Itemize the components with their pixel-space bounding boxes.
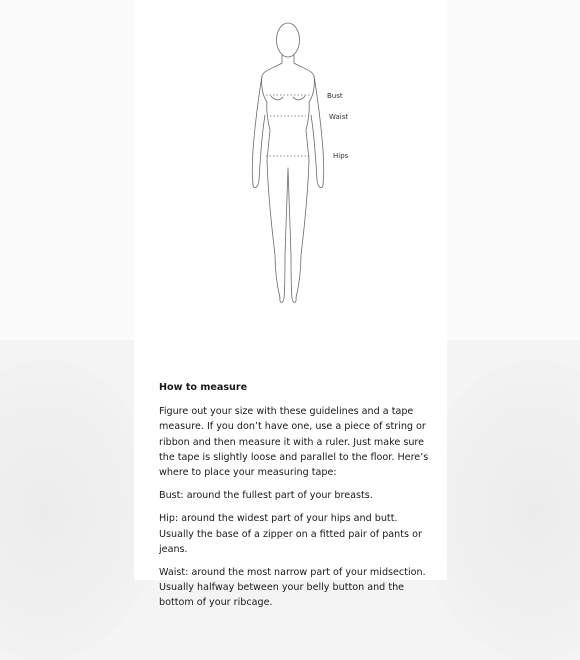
figure-head [277,23,300,57]
waist-label: Waist [329,113,349,121]
body-figure-illustration [134,0,447,360]
figure-right-inner-leg [288,168,292,298]
figure-right-side [294,63,314,298]
figure-left-side [262,63,282,298]
section-heading: How to measure [159,382,248,393]
figure-left-foot [280,298,284,303]
figure-bust-left-curve [271,96,283,100]
body-outline-figure [134,0,447,360]
measurement-guide-card [134,0,447,609]
figure-left-inner-leg [284,168,288,298]
bust-instruction: Bust: around the fullest part of your breasts. [159,490,373,502]
how-to-measure-section [159,380,434,619]
intro-paragraph: Figure out your size with these guidelines and a tape measure. If you don’t have one, use a piece of string or ribbon and then measure it with a ruler. Just make sure the tape is slightly loose and parallel to the floor. Here’s where to place your measuring tape: [159,406,429,479]
hips-label: Hips [333,152,349,160]
waist-instruction: Waist: around the most narrow part of your midsection. Usually halfway between your belly button and the bottom of your ribcage. [159,567,426,609]
bust-label: Bust [327,92,343,100]
figure-bust-right-curve [293,96,305,100]
figure-right-foot [292,298,296,303]
hip-instruction: Hip: around the widest part of your hips and butt. Usually the base of a zipper on a fitted pair of pants or jeans. [159,513,422,555]
